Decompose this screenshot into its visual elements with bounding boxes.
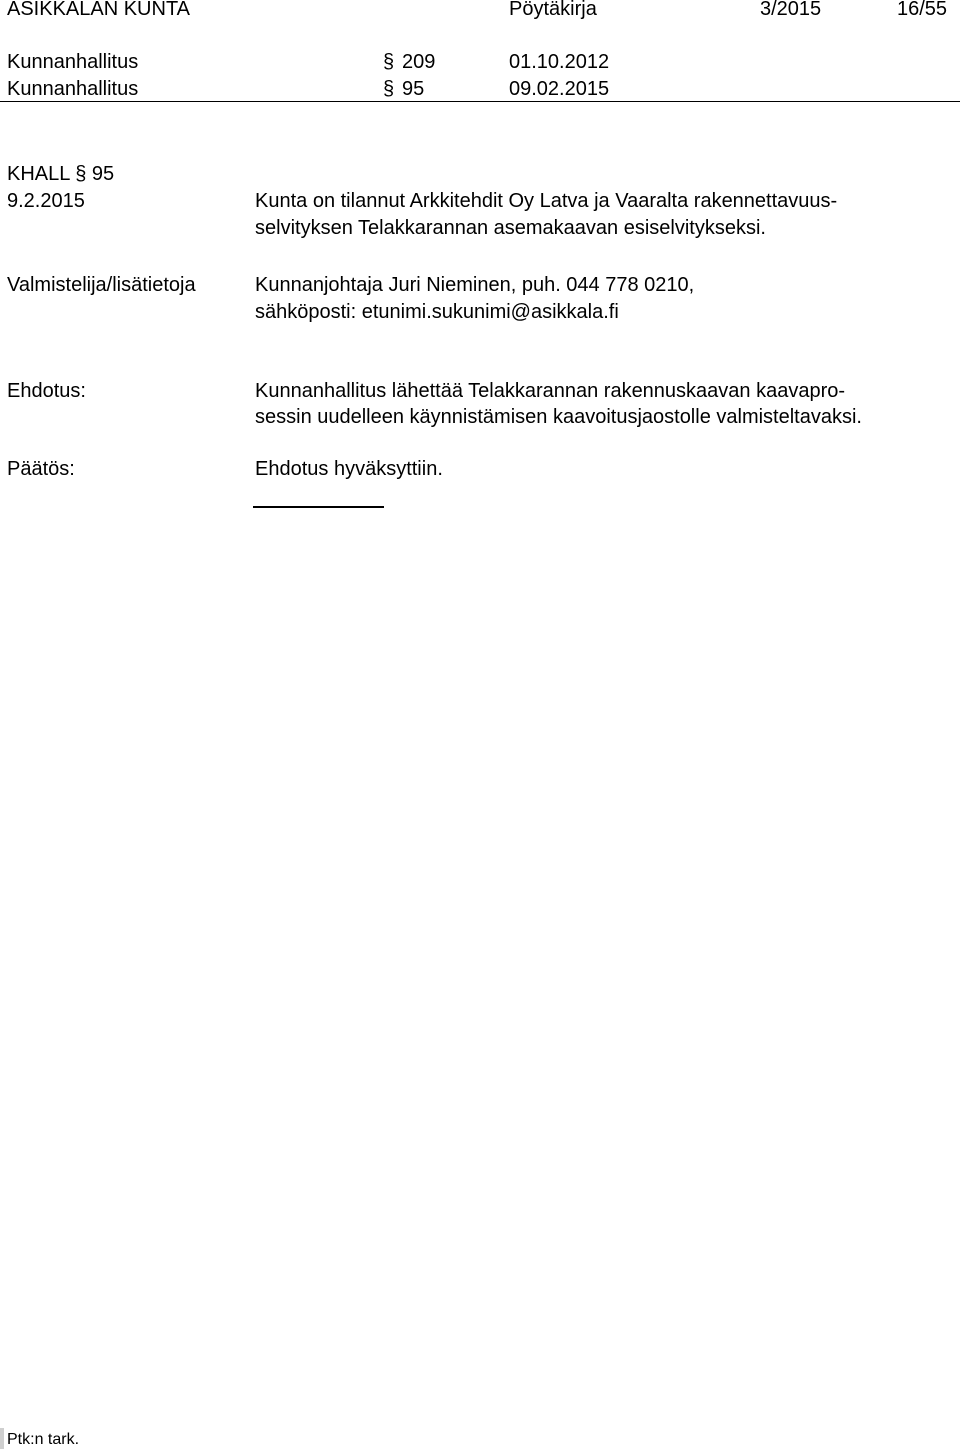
reference-number-1: 209: [402, 51, 436, 73]
document-number: 3/2015: [760, 0, 822, 20]
proposal-line-2: sessin uudelleen käynnistämisen kaavoitusjaostolle valmisteltavaksi.: [255, 406, 862, 428]
reference-body-2: Kunnanhallitus: [7, 78, 139, 100]
decision-underline: [253, 506, 384, 508]
footer-label: Ptk:n tark.: [7, 1431, 80, 1448]
footer-margin-mark: [0, 1428, 4, 1449]
decision-label: Päätös:: [7, 458, 75, 480]
item-code: KHALL: [7, 163, 70, 185]
reference-body-1: Kunnanhallitus: [7, 51, 139, 73]
preparer-label: Valmistelija/lisätietoja: [7, 274, 196, 296]
preparer-line-1: Kunnanjohtaja Juri Nieminen, puh. 044 778 0210,: [255, 274, 695, 296]
item-date: 9.2.2015: [7, 190, 85, 212]
proposal-line-1: Kunnanhallitus lähettää Telakkarannan rakennuskaavan kaavapro-: [255, 380, 846, 402]
document-type: Pöytäkirja: [509, 0, 597, 20]
municipality-name: ASIKKALAN KUNTA: [7, 0, 191, 20]
reference-date-1: 01.10.2012: [509, 51, 610, 73]
page-number: 16/55: [897, 0, 948, 20]
section-symbol-icon: §: [75, 163, 87, 185]
reference-number-2: 95: [402, 78, 425, 100]
section-symbol-icon: §: [383, 78, 395, 100]
item-text-line-1: Kunta on tilannut Arkkitehdit Oy Latva ja Vaaralta rakennettavuus-: [255, 190, 838, 212]
item-heading: [7, 161, 114, 187]
item-number: 95: [91, 163, 115, 185]
header-divider: [0, 101, 960, 102]
decision-text: Ehdotus hyväksyttiin.: [255, 458, 443, 480]
preparer-line-2: sähköposti: etunimi.sukunimi@asikkala.fi: [255, 301, 619, 323]
section-symbol-icon: §: [383, 51, 395, 73]
reference-date-2: 09.02.2015: [509, 78, 610, 100]
proposal-label: Ehdotus:: [7, 380, 86, 402]
item-text-line-2: selvityksen Telakkarannan asemakaavan esiselvitykseksi.: [255, 217, 766, 239]
